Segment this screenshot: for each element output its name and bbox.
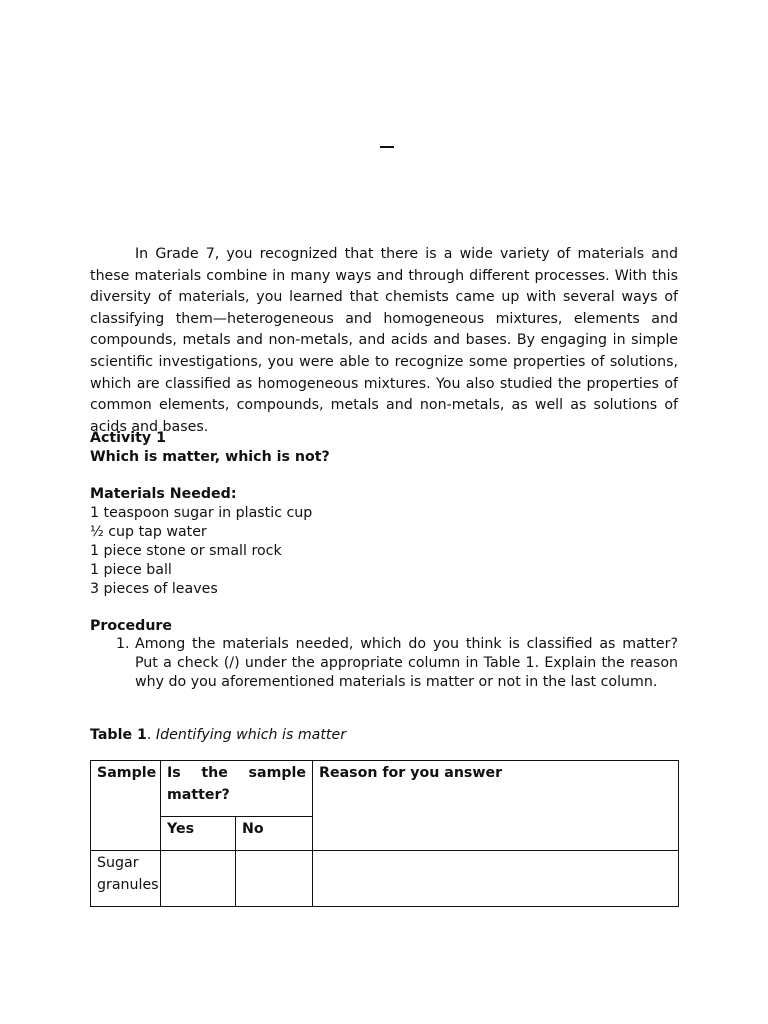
cell-sample: Sugar granules [91, 851, 161, 907]
list-item: ½ cup tap water [90, 524, 207, 540]
title-dash [380, 146, 394, 148]
cell-yes[interactable] [161, 851, 236, 907]
header-sample: Sample [91, 761, 161, 851]
procedure-step [90, 635, 678, 692]
materials-list [90, 504, 678, 599]
cell-no[interactable] [236, 851, 313, 907]
table-header-row [91, 761, 679, 817]
list-item: 1 teaspoon sugar in plastic cup [90, 505, 313, 521]
table-caption-label: Table 1 [90, 727, 147, 743]
table-row [91, 851, 679, 907]
list-item: 3 pieces of leaves [90, 581, 218, 597]
activity-label: Activity 1 [90, 430, 166, 446]
list-item: 1 piece ball [90, 562, 172, 578]
header-reason: Reason for you answer [313, 761, 679, 851]
matter-table [90, 760, 679, 907]
activity-title: Which is matter, which is not? [90, 449, 330, 465]
procedure-steps [90, 635, 678, 692]
intro-text: In Grade 7, you recognized that there is a wide variety of materials and these materials combine in many ways and through different processes. With this diversity of materials, you learned that chemists came up with several ways of classifying them—heterogeneous and homogeneous mixtures, elements and compounds, metals and non-metals, and acids and bases. By engaging in simple scientific investigations, you were able to recognize some properties of solutions, which are classified as homogeneous mixtures. You also studied the properties of common elements, compounds, metals and non-metals, as well as solutions of acids and bases. [90, 246, 678, 435]
step-number: 1. [116, 636, 130, 652]
header-yes: Yes [161, 817, 236, 851]
materials-heading: Materials Needed: [90, 486, 237, 502]
header-no: No [236, 817, 313, 851]
activity-header [90, 429, 678, 467]
step-text: Among the materials needed, which do you think is classified as matter? Put a check (/) under the appropriate column in Table 1. Explain the reason why do you aforementioned materials is matter or not in the last column. [135, 636, 678, 690]
header-is-matter: Is the sample matter? [161, 761, 313, 817]
table-caption [90, 726, 678, 745]
list-item: 1 piece stone or small rock [90, 543, 282, 559]
intro-paragraph [90, 244, 678, 438]
cell-reason[interactable] [313, 851, 679, 907]
table-caption-separator: . [146, 727, 156, 743]
table-caption-title: Identifying which is matter [155, 727, 347, 743]
procedure-heading: Procedure [90, 618, 173, 634]
